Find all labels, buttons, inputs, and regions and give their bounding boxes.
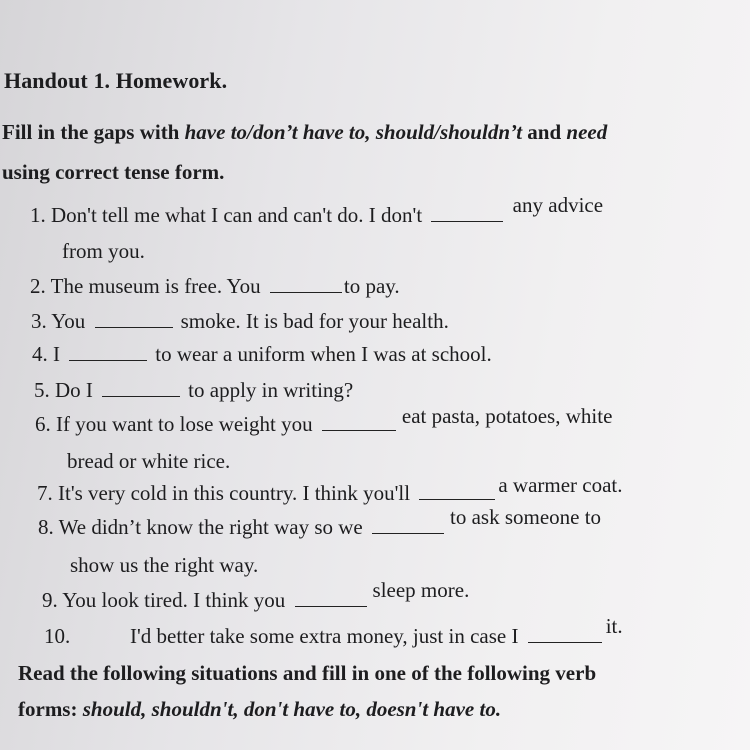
item-text-before: Don't tell me what I can and can't do. I don't	[51, 203, 423, 227]
item-number: 7.	[37, 481, 53, 505]
answer-blank[interactable]	[322, 412, 396, 431]
exercise-item-8-continuation: show us the right way.	[70, 553, 259, 577]
item-text-after: smoke. It is bad for your health.	[180, 309, 449, 333]
answer-blank[interactable]	[270, 274, 342, 293]
item-text-before: It's very cold in this country. I think you'll	[58, 481, 411, 505]
item-number: 5.	[34, 378, 50, 402]
bottom-italic-forms: should, shouldn't, don't have to, doesn't have to.	[82, 697, 502, 721]
item-text-before: You	[51, 309, 86, 333]
exercise-item-5	[34, 378, 353, 403]
item-number: 1.	[30, 203, 46, 227]
answer-blank[interactable]	[372, 515, 444, 534]
item-text-before: You look tired. I think you	[62, 588, 286, 612]
exercise-item-7	[37, 473, 623, 506]
answer-blank[interactable]	[528, 624, 602, 643]
item-text-after: to wear a uniform when I was at school.	[155, 342, 492, 366]
answer-blank[interactable]	[295, 588, 367, 607]
item-text-before: We didn’t know the right way so we	[58, 515, 363, 539]
item-text-before: The museum is free. You	[50, 274, 261, 298]
instruction-text-and: and	[522, 120, 567, 144]
exercise-item-8	[38, 505, 602, 540]
item-number: 10.	[44, 624, 71, 648]
item-number: 6.	[35, 412, 51, 436]
answer-blank[interactable]	[95, 309, 173, 328]
item-number: 2.	[30, 274, 46, 298]
item-text-before: If you want to lose weight you	[56, 412, 313, 436]
item-number: 3.	[31, 309, 47, 333]
exercise-item-1	[30, 193, 604, 228]
exercise-item-9	[42, 578, 470, 613]
instruction-italic-modals: have to/don’t have to, should/shouldn’t	[184, 120, 523, 144]
bottom-line-1: Read the following situations and fill in one of the following verb	[18, 661, 597, 685]
answer-blank[interactable]	[431, 203, 503, 222]
item-text-after: it.	[605, 614, 623, 638]
item-text-after: a warmer coat.	[498, 473, 623, 497]
item-text-after: to pay.	[343, 274, 400, 298]
instruction-text: Fill in the gaps with	[2, 120, 185, 144]
item-text-after: sleep more.	[372, 578, 470, 602]
bottom-prefix: forms:	[18, 697, 83, 721]
exercise-item-10	[44, 614, 623, 649]
instruction-italic-need: need	[566, 120, 608, 144]
item-number: 4.	[32, 342, 48, 366]
exercise-item-3	[31, 309, 449, 334]
item-text-after: to apply in writing?	[188, 378, 354, 402]
answer-blank[interactable]	[419, 481, 495, 500]
item-number: 9.	[42, 588, 58, 612]
answer-blank[interactable]	[69, 342, 147, 361]
instruction-line-2: using correct tense form.	[2, 160, 225, 184]
handout-heading: Handout 1. Homework.	[4, 68, 228, 93]
item-text-after: to ask someone to	[450, 505, 602, 529]
next-exercise-instructions	[18, 655, 748, 727]
item-text-before: I	[53, 342, 60, 366]
exercise-item-1-continuation: from you.	[62, 239, 145, 263]
answer-blank[interactable]	[102, 378, 180, 397]
exercise-item-2	[30, 274, 400, 299]
item-text-after: any advice	[512, 193, 604, 217]
item-text-before: Do I	[55, 378, 93, 402]
instructions	[2, 112, 747, 192]
exercise-item-6	[35, 404, 613, 437]
exercise-item-6-continuation: bread or white rice.	[67, 449, 231, 473]
exercise-item-4	[32, 342, 492, 367]
item-number: 8.	[38, 515, 54, 539]
item-text-before: I'd better take some extra money, just in case I	[130, 624, 519, 648]
item-text-after: eat pasta, potatoes, white	[401, 404, 613, 428]
